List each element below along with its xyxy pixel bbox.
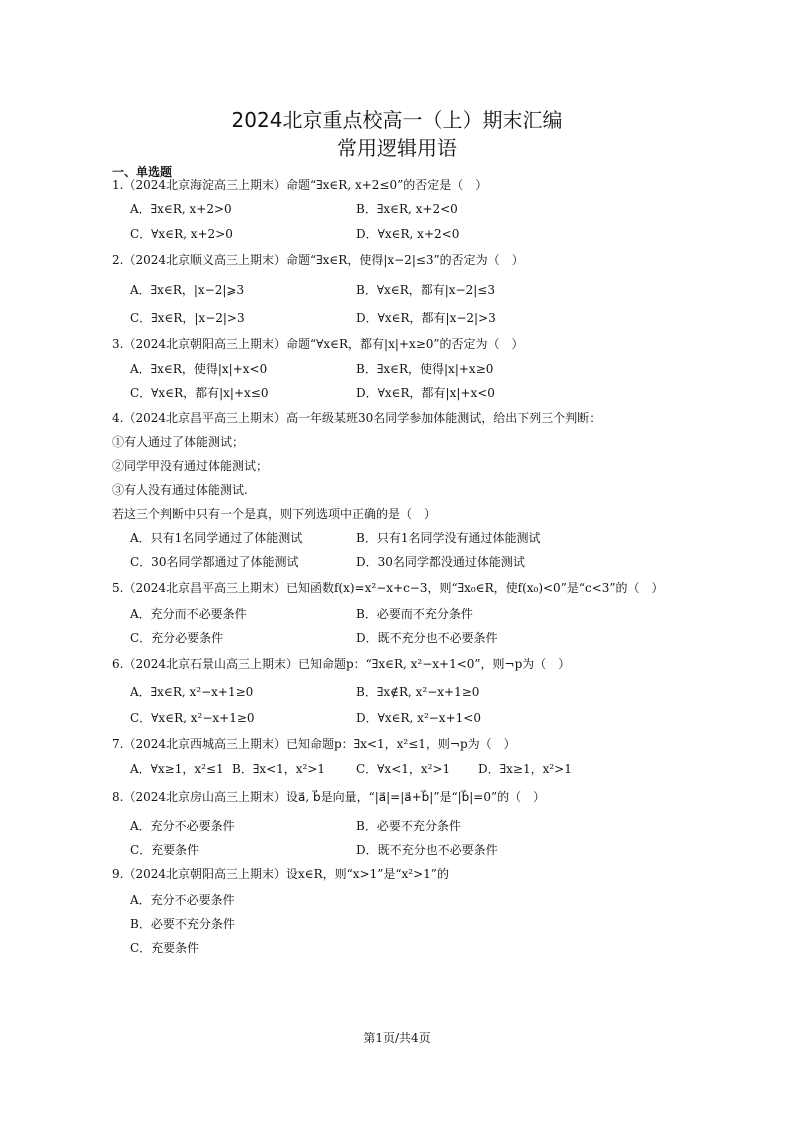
q4-option-d: D．30名同学都没通过体能测试: [356, 555, 525, 569]
q2-option-c: C．∃x∈R，|x−2|>3: [130, 311, 245, 325]
q1-option-c: C．∀x∈R, x+2>0: [130, 227, 233, 241]
q1-option-b: B．∃x∈R, x+2<0: [356, 202, 458, 216]
question-1-stem: 1.（2024北京海淀高三上期末）命题“∃x∈R, x+2≤0”的否定是（ ）: [112, 178, 488, 192]
q8-option-d: D．既不充分也不必要条件: [356, 843, 498, 857]
document-title: 2024北京重点校高一（上）期末汇编: [231, 108, 563, 132]
q7-option-d: D．∃x≥1，x²>1: [478, 762, 572, 776]
q3-option-c: C．∀x∈R，都有|x|+x≤0: [130, 386, 269, 400]
question-4-stem: 4.（2024北京昌平高三上期末）高一年级某班30名同学参加体能测试，给出下列三个判断：: [112, 411, 602, 425]
q4-option-a: A．只有1名同学通过了体能测试: [130, 531, 303, 545]
q4-option-c: C．30名同学都通过了体能测试: [130, 555, 299, 569]
question-9-stem: 9.（2024北京朝阳高三上期末）设x∈R，则“x>1”是“x²>1”的: [112, 867, 449, 881]
question-3-stem: 3.（2024北京朝阳高三上期末）命题“∀x∈R，都有|x|+x≥0”的否定为（ ）: [112, 337, 524, 351]
q7-option-c: C．∀x<1，x²>1: [356, 762, 451, 776]
q9-option-b: B．必要不充分条件: [130, 917, 235, 931]
q3-option-b: B．∃x∈R，使得|x|+x≥0: [356, 362, 494, 376]
q3-option-a: A．∃x∈R，使得|x|+x<0: [130, 362, 268, 376]
q4-statement-3: ③有人没有通过体能测试.: [112, 483, 248, 497]
q8-option-c: C．充要条件: [130, 843, 200, 857]
q3-option-d: D．∀x∈R，都有|x|+x<0: [356, 386, 495, 400]
q1-option-d: D．∀x∈R, x+2<0: [356, 227, 460, 241]
q4-condition: 若这三个判断中只有一个是真，则下列选项中正确的是（ ）: [112, 507, 437, 521]
question-6-stem: 6.（2024北京石景山高三上期末）已知命题p：“∃x∈R, x²−x+1<0”，则¬p为（ ）: [112, 657, 571, 671]
question-7-stem: 7.（2024北京西城高三上期末）已知命题p：∃x<1，x²≤1，则¬p为（ ）: [112, 737, 516, 751]
q2-option-b: B．∀x∈R，都有|x−2|≤3: [356, 283, 495, 297]
q7-option-a: A．∀x≥1，x²≤1: [130, 762, 224, 776]
q2-option-a: A．∃x∈R，|x−2|⩾3: [130, 283, 245, 297]
q5-option-c: C．充分必要条件: [130, 631, 224, 645]
q8-option-b: B．必要不充分条件: [356, 819, 461, 833]
q8-option-a: A．充分不必要条件: [130, 819, 235, 833]
q9-option-c: C．充要条件: [130, 941, 200, 955]
q4-statement-2: ②同学甲没有通过体能测试；: [112, 459, 269, 473]
q4-statement-1: ①有人通过了体能测试；: [112, 435, 245, 449]
q5-option-b: B．必要而不充分条件: [356, 607, 473, 621]
document-subtitle: 常用逻辑用语: [337, 136, 457, 160]
q6-option-b: B．∃x∉R, x²−x+1≥0: [356, 685, 480, 699]
page-footer: 第1页/共4页: [363, 1031, 431, 1045]
q5-option-d: D．既不充分也不必要条件: [356, 631, 498, 645]
q6-option-d: D．∀x∈R, x²−x+1<0: [356, 711, 481, 725]
q9-option-a: A．充分不必要条件: [130, 893, 235, 907]
q7-option-b: B．∃x<1，x²>1: [232, 762, 326, 776]
question-5-stem: 5.（2024北京昌平高三上期末）已知函数f(x)=x²−x+c−3，则“∃x₀∈R，使f(x₀)<0”是“c<3”的（ ）: [112, 581, 664, 595]
q2-option-d: D．∀x∈R，都有|x−2|>3: [356, 311, 496, 325]
q4-option-b: B．只有1名同学没有通过体能测试: [356, 531, 541, 545]
q1-option-a: A．∃x∈R, x+2>0: [130, 202, 232, 216]
question-8-stem: 8.（2024北京房山高三上期末）设a⃗, b⃗是向量，“|a⃗|=|a⃗+b⃗|”是“|b⃗|=0”的（ ）: [112, 790, 546, 804]
section-heading: 一、单选题: [112, 165, 173, 179]
q5-option-a: A．充分而不必要条件: [130, 607, 247, 621]
q6-option-a: A．∃x∈R, x²−x+1≥0: [130, 685, 254, 699]
q6-option-c: C．∀x∈R, x²−x+1≥0: [130, 711, 255, 725]
question-2-stem: 2.（2024北京顺义高三上期末）命题“∃x∈R，使得|x−2|≤3”的否定为（ ）: [112, 253, 524, 267]
